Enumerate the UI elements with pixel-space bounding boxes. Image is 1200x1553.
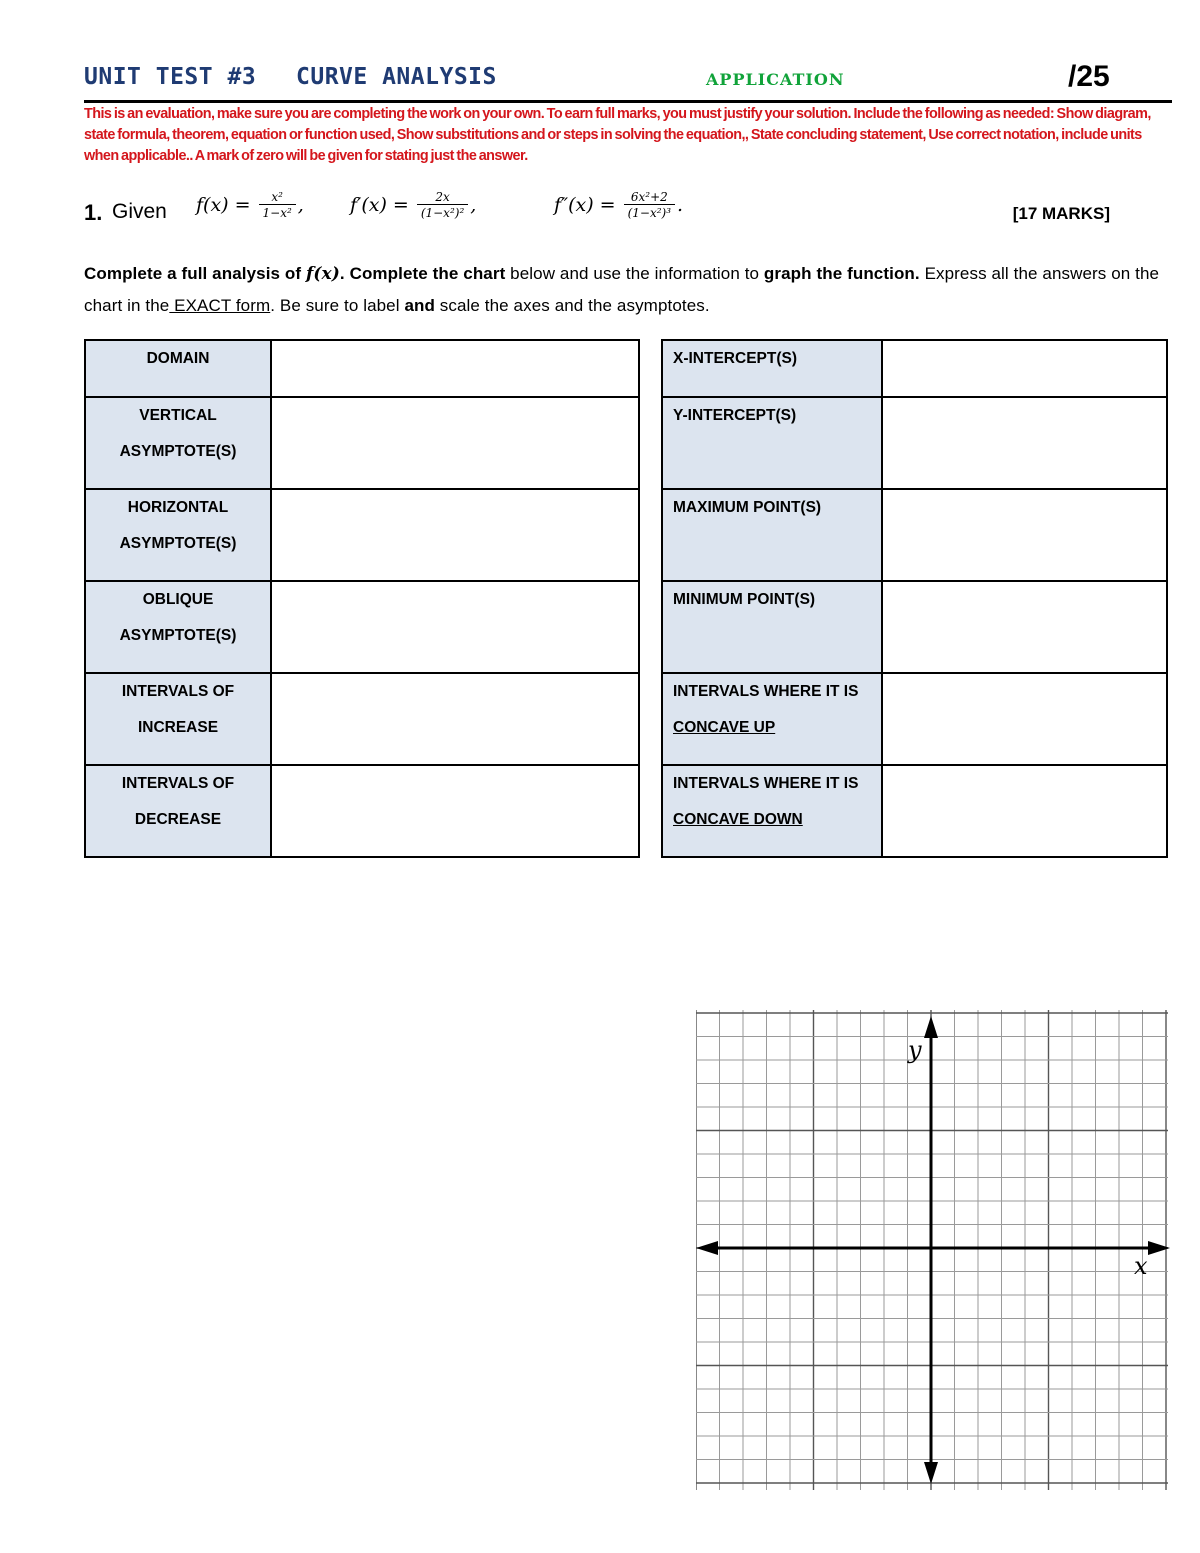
answer-minimum-points[interactable] <box>882 581 1167 673</box>
directions-part: graph the function. <box>763 264 920 283</box>
label-y-intercepts: Y-INTERCEPT(S) <box>662 397 882 489</box>
directions-part: . Complete the chart <box>339 264 506 283</box>
function-f-prime: f′(x) = $\frac{2x}{\text{(1−x²)²}}$ , <box>350 190 477 220</box>
directions-part: below and use the information to <box>505 264 760 283</box>
answer-oblique-asymptotes[interactable] <box>271 581 639 673</box>
label-concave-up: INTERVALS WHERE IT IS CONCAVE UP <box>662 673 882 765</box>
answer-intervals-decrease[interactable] <box>271 765 639 857</box>
label-concave-down: INTERVALS WHERE IT IS CONCAVE DOWN <box>662 765 882 857</box>
directions-part: and <box>404 296 435 315</box>
function-f-double-prime-name: f″(x) <box>554 194 594 216</box>
given-label: Given <box>112 200 167 223</box>
directions-function: f(x) <box>305 264 340 284</box>
answer-maximum-points[interactable] <box>882 489 1167 581</box>
answer-concave-up[interactable] <box>882 673 1167 765</box>
x-axis-label: x <box>1134 1252 1148 1280</box>
x-axis-left-arrow <box>696 1241 718 1255</box>
analysis-chart-right <box>661 339 1168 858</box>
y-axis-bottom-arrow <box>924 1462 938 1484</box>
header-divider <box>84 100 1172 103</box>
function-f-denominator: 1−x² <box>259 204 296 220</box>
function-f-double-prime-numerator: 6x²+2 <box>630 190 668 204</box>
function-f-double-prime: f″(x) = $\frac{\text{6x²+2}}{\text{(1−x²)³}}$ . <box>554 190 684 220</box>
answer-horizontal-asymptotes[interactable] <box>271 489 639 581</box>
directions <box>84 258 1174 322</box>
label-x-intercepts: X-INTERCEPT(S) <box>662 340 882 397</box>
label-minimum-points: MINIMUM POINT(S) <box>662 581 882 673</box>
graph-grid[interactable] <box>696 1010 1172 1490</box>
test-topic: CURVE ANALYSIS <box>296 64 497 90</box>
function-f-prime-sep: , <box>470 194 477 216</box>
label-intervals-decrease: INTERVALS OF DECREASE <box>85 765 271 857</box>
answer-domain[interactable] <box>271 340 639 397</box>
label-horizontal-asymptotes: HORIZONTAL ASYMPTOTE(S) <box>85 489 271 581</box>
function-f-prime-numerator: 2x <box>435 190 450 204</box>
instructions: This is an evaluation, make sure you are completing the work on your own. To earn full marks, you must justify your solution. Include the following as needed: Show diagram, state formula, theorem, equation or function used, Show substitutions and or steps in solving the equation,, State concluding statement, Use correct notation, include units when applicable.. A mark of zero will be given for stating just the answer. <box>84 106 1151 164</box>
function-f-prime-denominator: (1−x²)² <box>417 204 468 220</box>
directions-part: Complete a full analysis of <box>84 264 302 283</box>
answer-intervals-increase[interactable] <box>271 673 639 765</box>
answer-x-intercepts[interactable] <box>882 340 1167 397</box>
question-marks: [17 MARKS] <box>1012 204 1110 223</box>
question-number: 1. <box>84 200 103 225</box>
directions-part: . Be sure to label <box>270 296 400 315</box>
y-axis <box>924 1016 938 1484</box>
total-score: /25 <box>1068 60 1110 93</box>
y-axis-top-arrow <box>924 1016 938 1038</box>
function-f-name: f(x) <box>196 194 229 216</box>
label-maximum-points: MAXIMUM POINT(S) <box>662 489 882 581</box>
analysis-chart-left <box>84 339 640 858</box>
answer-concave-down[interactable] <box>882 765 1167 857</box>
y-axis-label: y <box>908 1036 922 1064</box>
answer-y-intercepts[interactable] <box>882 397 1167 489</box>
function-f-prime-name: f′(x) <box>350 194 387 216</box>
label-intervals-increase: INTERVALS OF INCREASE <box>85 673 271 765</box>
label-vertical-asymptotes: VERTICAL ASYMPTOTE(S) <box>85 397 271 489</box>
function-f: f(x) = $\frac{\text{x²}}{\text{1−x²}}$ , <box>196 190 304 220</box>
category-label: APPLICATION <box>706 70 845 89</box>
function-f-double-prime-denominator: (1−x²)³ <box>624 204 675 220</box>
x-axis <box>696 1241 1170 1255</box>
answer-vertical-asymptotes[interactable] <box>271 397 639 489</box>
label-domain: DOMAIN <box>85 340 271 397</box>
function-f-sep: , <box>297 194 304 216</box>
exact-form-text: EXACT form <box>169 296 271 315</box>
function-f-numerator: x² <box>271 190 283 204</box>
directions-part: scale the axes and the asymptotes. <box>434 296 710 315</box>
directions-part: Express all the answers on the chart in the <box>84 264 1160 315</box>
question-1 <box>84 190 1174 238</box>
test-title: UNIT TEST #3 <box>84 64 257 90</box>
label-oblique-asymptotes: OBLIQUE ASYMPTOTE(S) <box>85 581 271 673</box>
function-f-double-prime-sep: . <box>677 194 684 216</box>
